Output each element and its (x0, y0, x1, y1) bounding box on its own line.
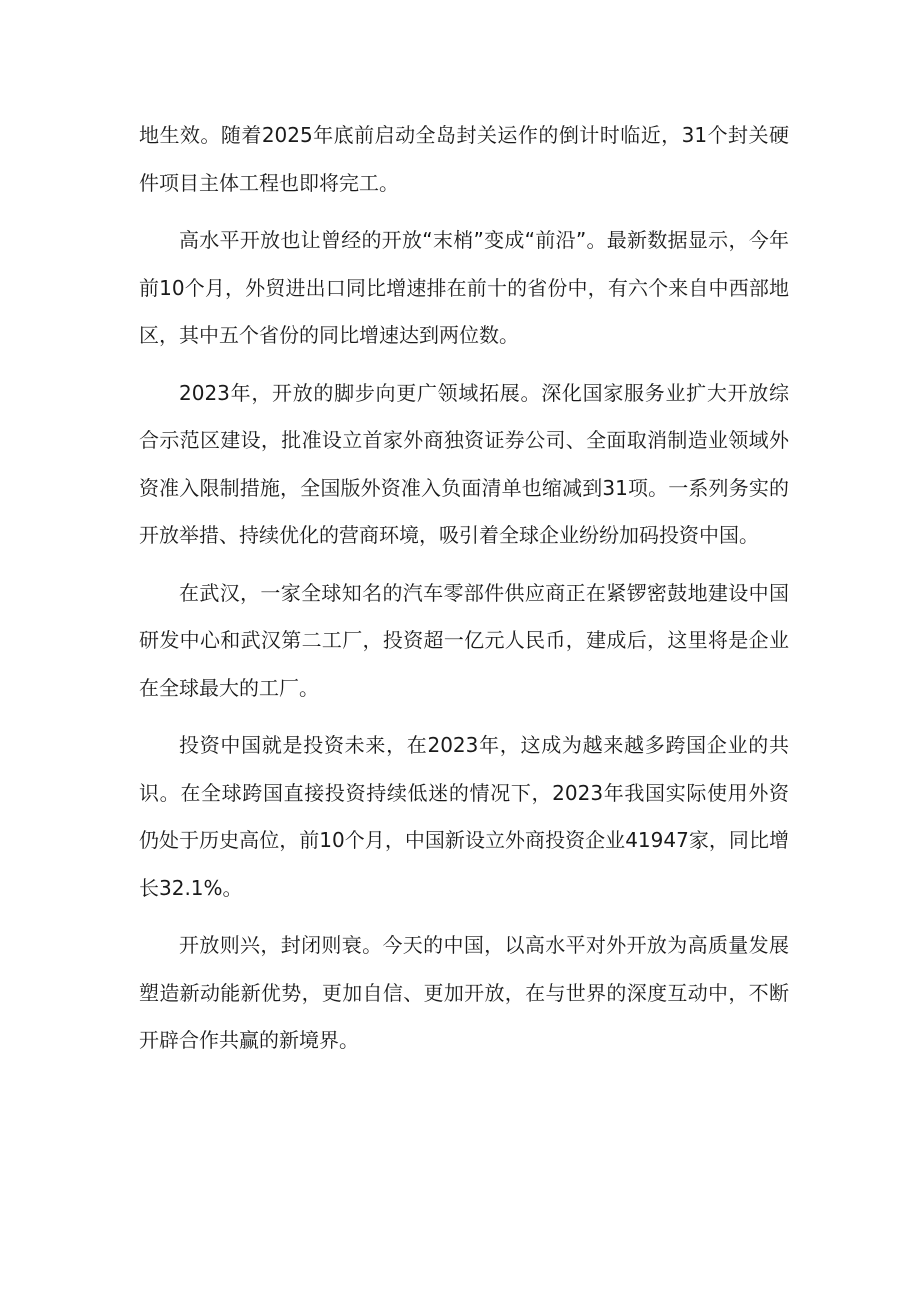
paragraph-invest-china: 投资中国就是投资未来，在2023年，这成为越来越多跨国企业的共识。在全球跨国直接投资持续低迷的情况下，2023年我国实际使用外资仍处于历史高位，前10个月，中国新设立外商投资企业41947家，同比增长32.1%。 (139, 733, 789, 900)
paragraph-2023-opening: 2023年，开放的脚步向更广领域拓展。深化国家服务业扩大开放综合示范区建设，批准设立首家外商独资证券公司、全面取消制造业领域外资准入限制措施，全国版外资准入负面清单也缩减到31项。一系列务实的开放举措、持续优化的营商环境，吸引着全球企业纷纷加码投资中国。 (139, 380, 789, 547)
paragraph-continued: 地生效。随着2025年底前启动全岛封关运作的倒计时临近，31个封关硬件项目主体工程也即将完工。 (139, 123, 789, 195)
paragraph-conclusion: 开放则兴，封闭则衰。今天的中国，以高水平对外开放为高质量发展塑造新动能新优势，更加自信、更加开放，在与世界的深度互动中，不断开辟合作共赢的新境界。 (139, 933, 789, 1052)
paragraph-open-frontier: 高水平开放也让曾经的开放“末梢”变成“前沿”。最新数据显示，今年前10个月，外贸进出口同比增速排在前十的省份中，有六个来自中西部地区，其中五个省份的同比增速达到两位数。 (139, 228, 789, 347)
article-body (139, 112, 789, 1075)
paragraph-wuhan: 在武汉，一家全球知名的汽车零部件供应商正在紧锣密鼓地建设中国研发中心和武汉第二工厂，投资超一亿元人民币，建成后，这里将是企业在全球最大的工厂。 (139, 580, 789, 700)
